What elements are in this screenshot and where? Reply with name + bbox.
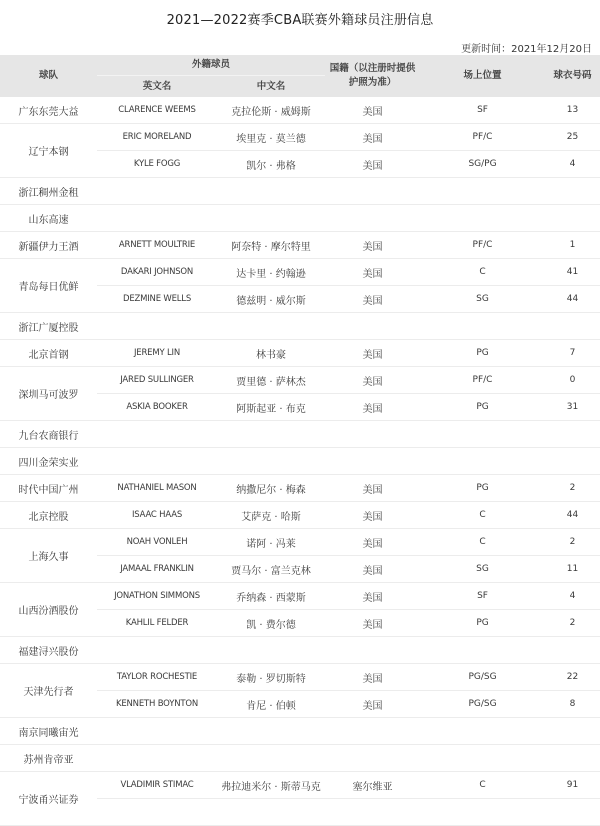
player-jersey-number: 13 — [545, 97, 600, 124]
team-name: 深圳马可波罗 — [0, 367, 97, 421]
player-position: C — [420, 502, 545, 529]
team-name: 九台农商银行 — [0, 421, 97, 448]
player-chinese-name: 贾里德 · 萨林杰 — [217, 367, 325, 394]
player-nationality — [325, 178, 420, 205]
player-english-name: JAMAAL FRANKLIN — [97, 556, 217, 583]
player-english-name — [97, 178, 217, 205]
player-position — [420, 799, 545, 826]
header-chinese-name: 中文名 — [217, 76, 325, 98]
player-chinese-name — [217, 718, 325, 745]
table-row — [0, 664, 600, 691]
player-position — [420, 745, 545, 772]
player-english-name: VLADIMIR STIMAC — [97, 772, 217, 799]
team-name: 北京首钢 — [0, 340, 97, 367]
player-english-name: ISAAC HAAS — [97, 502, 217, 529]
player-chinese-name — [217, 448, 325, 475]
player-position: C — [420, 529, 545, 556]
team-name: 苏州肯帝亚 — [0, 745, 97, 772]
team-name: 时代中国广州 — [0, 475, 97, 502]
player-chinese-name: 阿奈特 · 摩尔特里 — [217, 232, 325, 259]
table-row — [0, 313, 600, 340]
player-jersey-number — [545, 448, 600, 475]
player-jersey-number — [545, 313, 600, 340]
player-english-name: JEREMY LIN — [97, 340, 217, 367]
player-nationality — [325, 637, 420, 664]
player-chinese-name: 贾马尔 · 富兰克林 — [217, 556, 325, 583]
player-jersey-number — [545, 421, 600, 448]
player-nationality — [325, 421, 420, 448]
player-position: PF/C — [420, 232, 545, 259]
player-english-name: ERIC MORELAND — [97, 124, 217, 151]
player-english-name: CLARENCE WEEMS — [97, 97, 217, 124]
player-english-name — [97, 313, 217, 340]
team-name: 山东高速 — [0, 205, 97, 232]
player-nationality: 美国 — [325, 286, 420, 313]
player-nationality: 美国 — [325, 610, 420, 637]
player-position: PG — [420, 475, 545, 502]
player-nationality: 美国 — [325, 664, 420, 691]
team-name: 青岛每日优鲜 — [0, 259, 97, 313]
player-chinese-name — [217, 745, 325, 772]
player-nationality: 美国 — [325, 97, 420, 124]
player-english-name — [97, 421, 217, 448]
updated-time: 更新时间：2021年12月20日 — [461, 44, 592, 55]
player-english-name: TAYLOR ROCHESTIE — [97, 664, 217, 691]
player-position: SG — [420, 286, 545, 313]
player-position: PF/C — [420, 367, 545, 394]
player-nationality: 美国 — [325, 529, 420, 556]
player-chinese-name: 达卡里 · 约翰逊 — [217, 259, 325, 286]
player-jersey-number — [545, 637, 600, 664]
player-chinese-name: 凯 · 费尔德 — [217, 610, 325, 637]
table-row — [0, 772, 600, 799]
player-english-name — [97, 448, 217, 475]
player-nationality: 美国 — [325, 556, 420, 583]
team-name: 四川金荣实业 — [0, 448, 97, 475]
player-nationality: 美国 — [325, 151, 420, 178]
player-chinese-name: 诺阿 · 冯莱 — [217, 529, 325, 556]
player-jersey-number: 44 — [545, 502, 600, 529]
table-row — [0, 637, 600, 664]
player-english-name — [97, 718, 217, 745]
player-jersey-number: 91 — [545, 772, 600, 799]
player-english-name: NOAH VONLEH — [97, 529, 217, 556]
table-row — [0, 232, 600, 259]
document-title: 2021—2022赛季CBA联赛外籍球员注册信息 — [166, 13, 434, 28]
team-name: 宁波甬兴证券 — [0, 772, 97, 826]
player-english-name: ASKIA BOOKER — [97, 394, 217, 421]
player-english-name — [97, 799, 217, 826]
player-chinese-name: 乔纳森 · 西蒙斯 — [217, 583, 325, 610]
player-jersey-number: 22 — [545, 664, 600, 691]
player-position: PG — [420, 340, 545, 367]
table-row — [0, 97, 600, 124]
table-row — [0, 745, 600, 772]
table-row — [0, 178, 600, 205]
player-chinese-name — [217, 313, 325, 340]
player-position: SG — [420, 556, 545, 583]
table-row — [0, 529, 600, 556]
team-name: 浙江广厦控股 — [0, 313, 97, 340]
player-chinese-name: 阿斯起亚 · 布克 — [217, 394, 325, 421]
player-position: PG — [420, 610, 545, 637]
player-chinese-name: 克拉伦斯 · 威姆斯 — [217, 97, 325, 124]
team-name: 山西汾酒股份 — [0, 583, 97, 637]
player-position — [420, 637, 545, 664]
player-chinese-name: 泰勒 · 罗切斯特 — [217, 664, 325, 691]
player-chinese-name: 纳撒尼尔 · 梅森 — [217, 475, 325, 502]
table-row — [0, 421, 600, 448]
player-position: C — [420, 772, 545, 799]
team-name: 新疆伊力王酒 — [0, 232, 97, 259]
player-nationality: 塞尔维亚 — [325, 772, 420, 799]
player-position: PF/C — [420, 124, 545, 151]
player-nationality: 美国 — [325, 583, 420, 610]
player-jersey-number: 31 — [545, 394, 600, 421]
table-row — [0, 718, 600, 745]
player-english-name — [97, 745, 217, 772]
player-position — [420, 718, 545, 745]
player-position — [420, 421, 545, 448]
table-row — [0, 475, 600, 502]
player-position: PG/SG — [420, 664, 545, 691]
player-english-name — [97, 637, 217, 664]
player-position — [420, 178, 545, 205]
player-chinese-name: 凯尔 · 弗格 — [217, 151, 325, 178]
player-chinese-name — [217, 205, 325, 232]
player-position: SF — [420, 97, 545, 124]
player-nationality — [325, 205, 420, 232]
table-header — [0, 55, 600, 97]
player-position: PG/SG — [420, 691, 545, 718]
player-english-name: DAKARI JOHNSON — [97, 259, 217, 286]
team-name: 广东东莞大益 — [0, 97, 97, 124]
header-jersey-number: 球衣号码 — [545, 55, 600, 97]
team-name: 辽宁本钢 — [0, 124, 97, 178]
player-position — [420, 205, 545, 232]
player-position: C — [420, 259, 545, 286]
player-position — [420, 313, 545, 340]
player-jersey-number: 25 — [545, 124, 600, 151]
player-chinese-name: 德兹明 · 威尔斯 — [217, 286, 325, 313]
player-chinese-name: 林书豪 — [217, 340, 325, 367]
player-nationality: 美国 — [325, 475, 420, 502]
player-jersey-number: 4 — [545, 583, 600, 610]
player-chinese-name: 埃里克 · 莫兰德 — [217, 124, 325, 151]
player-jersey-number: 2 — [545, 529, 600, 556]
header-position: 场上位置 — [420, 55, 545, 97]
player-chinese-name — [217, 637, 325, 664]
player-nationality: 美国 — [325, 691, 420, 718]
player-chinese-name — [217, 421, 325, 448]
foreign-players-table — [0, 55, 600, 826]
table-row — [0, 259, 600, 286]
table-row — [0, 205, 600, 232]
header-team: 球队 — [0, 55, 97, 97]
player-jersey-number: 8 — [545, 691, 600, 718]
table-row — [0, 367, 600, 394]
team-name: 北京控股 — [0, 502, 97, 529]
player-jersey-number: 2 — [545, 475, 600, 502]
table-row — [0, 583, 600, 610]
player-chinese-name — [217, 178, 325, 205]
team-name: 天津先行者 — [0, 664, 97, 718]
player-nationality: 美国 — [325, 340, 420, 367]
player-jersey-number — [545, 718, 600, 745]
player-english-name — [97, 205, 217, 232]
player-jersey-number: 4 — [545, 151, 600, 178]
player-nationality — [325, 313, 420, 340]
player-position — [420, 448, 545, 475]
player-nationality: 美国 — [325, 502, 420, 529]
player-nationality: 美国 — [325, 367, 420, 394]
player-jersey-number: 2 — [545, 610, 600, 637]
player-nationality: 美国 — [325, 232, 420, 259]
player-english-name: JONATHON SIMMONS — [97, 583, 217, 610]
player-jersey-number — [545, 799, 600, 826]
table-row — [0, 448, 600, 475]
header-nationality — [325, 55, 420, 97]
player-english-name: ARNETT MOULTRIE — [97, 232, 217, 259]
player-jersey-number: 0 — [545, 367, 600, 394]
team-name: 上海久事 — [0, 529, 97, 583]
team-name: 福建浔兴股份 — [0, 637, 97, 664]
player-jersey-number: 11 — [545, 556, 600, 583]
header-foreign-players: 外籍球员 — [97, 55, 325, 76]
player-english-name: KYLE FOGG — [97, 151, 217, 178]
team-name: 南京同曦宙光 — [0, 718, 97, 745]
player-chinese-name: 艾萨克 · 哈斯 — [217, 502, 325, 529]
player-chinese-name: 肯尼 · 伯顿 — [217, 691, 325, 718]
player-position: SG/PG — [420, 151, 545, 178]
player-jersey-number: 7 — [545, 340, 600, 367]
player-nationality — [325, 448, 420, 475]
player-chinese-name: 弗拉迪米尔 · 斯蒂马克 — [217, 772, 325, 799]
player-nationality: 美国 — [325, 259, 420, 286]
header-nationality-line2: 护照为准） — [348, 77, 397, 88]
player-chinese-name — [217, 799, 325, 826]
player-jersey-number — [545, 205, 600, 232]
player-english-name: KAHLIL FELDER — [97, 610, 217, 637]
player-english-name: KENNETH BOYNTON — [97, 691, 217, 718]
team-name: 浙江稠州金租 — [0, 178, 97, 205]
player-nationality — [325, 799, 420, 826]
player-english-name: DEZMINE WELLS — [97, 286, 217, 313]
player-nationality — [325, 718, 420, 745]
player-jersey-number: 41 — [545, 259, 600, 286]
table-body — [0, 97, 600, 826]
player-nationality: 美国 — [325, 124, 420, 151]
table-row — [0, 340, 600, 367]
header-nationality-line1: 国籍（以注册时提供 — [329, 63, 416, 74]
player-jersey-number — [545, 178, 600, 205]
player-jersey-number: 44 — [545, 286, 600, 313]
table-row — [0, 124, 600, 151]
table-row — [0, 502, 600, 529]
player-nationality — [325, 745, 420, 772]
player-jersey-number — [545, 745, 600, 772]
player-position: PG — [420, 394, 545, 421]
header-english-name: 英文名 — [97, 76, 217, 98]
player-position: SF — [420, 583, 545, 610]
player-nationality: 美国 — [325, 394, 420, 421]
player-english-name: JARED SULLINGER — [97, 367, 217, 394]
player-english-name: NATHANIEL MASON — [97, 475, 217, 502]
player-jersey-number: 1 — [545, 232, 600, 259]
